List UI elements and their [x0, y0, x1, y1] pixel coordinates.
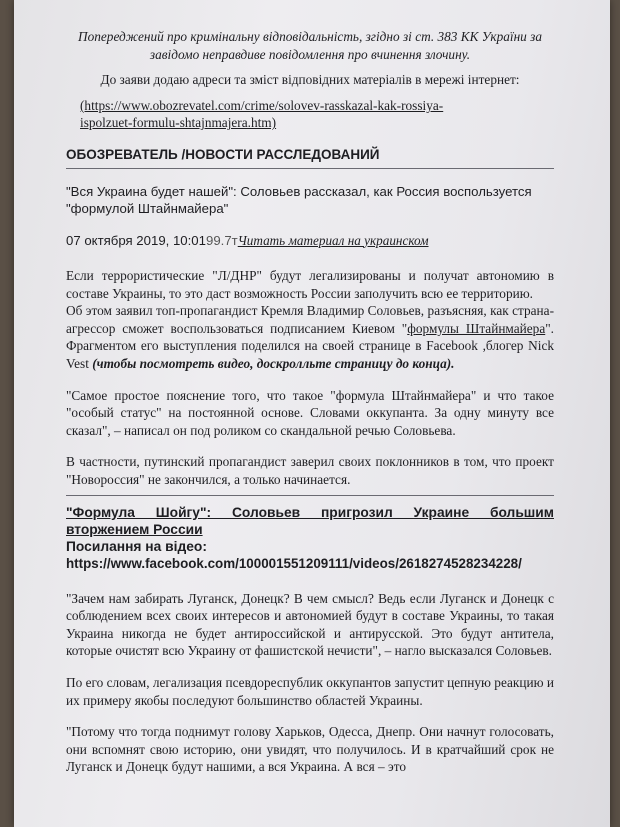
article-date: 07 октября 2019, 10:01: [66, 232, 206, 248]
paragraph-2-start: Об этом заявил топ-пропагандист Кремля Владимир Соловьев, разъясняя, как страна-агрессор сможет воспользоваться подписанием Киевом ": [66, 303, 554, 336]
paragraph-2-middle: ". Фрагментом его выступления поделился на своей странице в Facebook ,блогер Nick Vest: [66, 320, 554, 372]
section-divider: [66, 168, 554, 169]
steinmeier-formula-link[interactable]: формулы Штайнмайера: [407, 320, 546, 336]
criminal-liability-warning: Попереджений про кримінальну відповідальність, згідно зі ст. 383 КК України за завідомо неправдиве повідомлення про вчинення злочину.: [78, 29, 542, 62]
article-title: "Вся Украина будет нашей": Соловьев рассказал, как Россия воспользуется "формулой Штайнмайера": [66, 183, 532, 217]
paragraph-1: Если террористические "Л/ДНР" будут легализированы и получат автономию в составе Украины, то это даст возможность России заполучить всю ее территорию.: [66, 268, 554, 301]
attachment-statement: До заяви додаю адреси та зміст відповідних матеріалів в мережі інтернет:: [100, 72, 520, 88]
quote-2: "Зачем нам забирать Луганск, Донецк? В чем смысл? Ведь если Луганск и Донецк с соблюдением всех своих интересов и автономией будут в составе Украины, то такая Украина никогда не будет антироссийской и антирусской. Это будут антитела, которые очистят всю Украину от фашистской нечисти", – нагло высказался Соловьев.: [66, 590, 554, 659]
source-url-link[interactable]: (https://www.obozrevatel.com/crime/solovev-rasskazal-kak-rossiya-ispolzuet-formulu-shtajnmajera.htm): [80, 97, 444, 131]
related-divider: [66, 495, 554, 496]
related-article-heading[interactable]: "Формула Шойгу": Соловьев пригрозил Украине большим вторжением России: [66, 504, 554, 537]
video-label: Посилання на відео:: [66, 538, 207, 554]
source-url[interactable]: [66, 97, 554, 132]
paragraph-3: В частности, путинский пропагандист заверил своих поклонников в том, что проект "Новороссия" не закончился, а только начинается.: [66, 454, 554, 487]
section-heading: ОБОЗРЕВАТЕЛЬ /НОВОСТИ РАССЛЕДОВАНИЙ: [66, 146, 380, 162]
document-page: [14, 0, 610, 827]
quote-1: "Самое простое пояснение того, что такое "формула Штайнмайера" и что такое "особый статус" на постоянной основе. Словами оккупанта. За одну минуту все сказал", – написал он под роликом со скандальной речью Соловьева.: [66, 387, 554, 438]
ukrainian-version-link[interactable]: Читать материал на украинском: [237, 232, 429, 248]
paragraph-2: [66, 302, 554, 372]
paragraph-2-note: (чтобы посмотреть видео, доскролльте страницу до конца).: [92, 356, 455, 372]
document-body: [66, 28, 554, 776]
article-meta: [66, 232, 554, 250]
article-views: 99.7т: [205, 232, 238, 248]
video-url[interactable]: https://www.facebook.com/100001551209111/videos/2618274528234228/: [66, 555, 522, 571]
quote-3: "Потому что тогда поднимут голову Харьков, Одесса, Днепр. Они начнут голосовать, они вспомнят свою историю, они увидят, что получилось. И в кратчайший срок не Луганск и Донецк будут нашими, а вся Украина. А вся – это: [66, 724, 554, 775]
paragraph-4: По его словам, легализация псевдореспублик оккупантов запустит цепную реакцию и их примеру якобы последуют большинство областей Украины.: [66, 674, 554, 708]
